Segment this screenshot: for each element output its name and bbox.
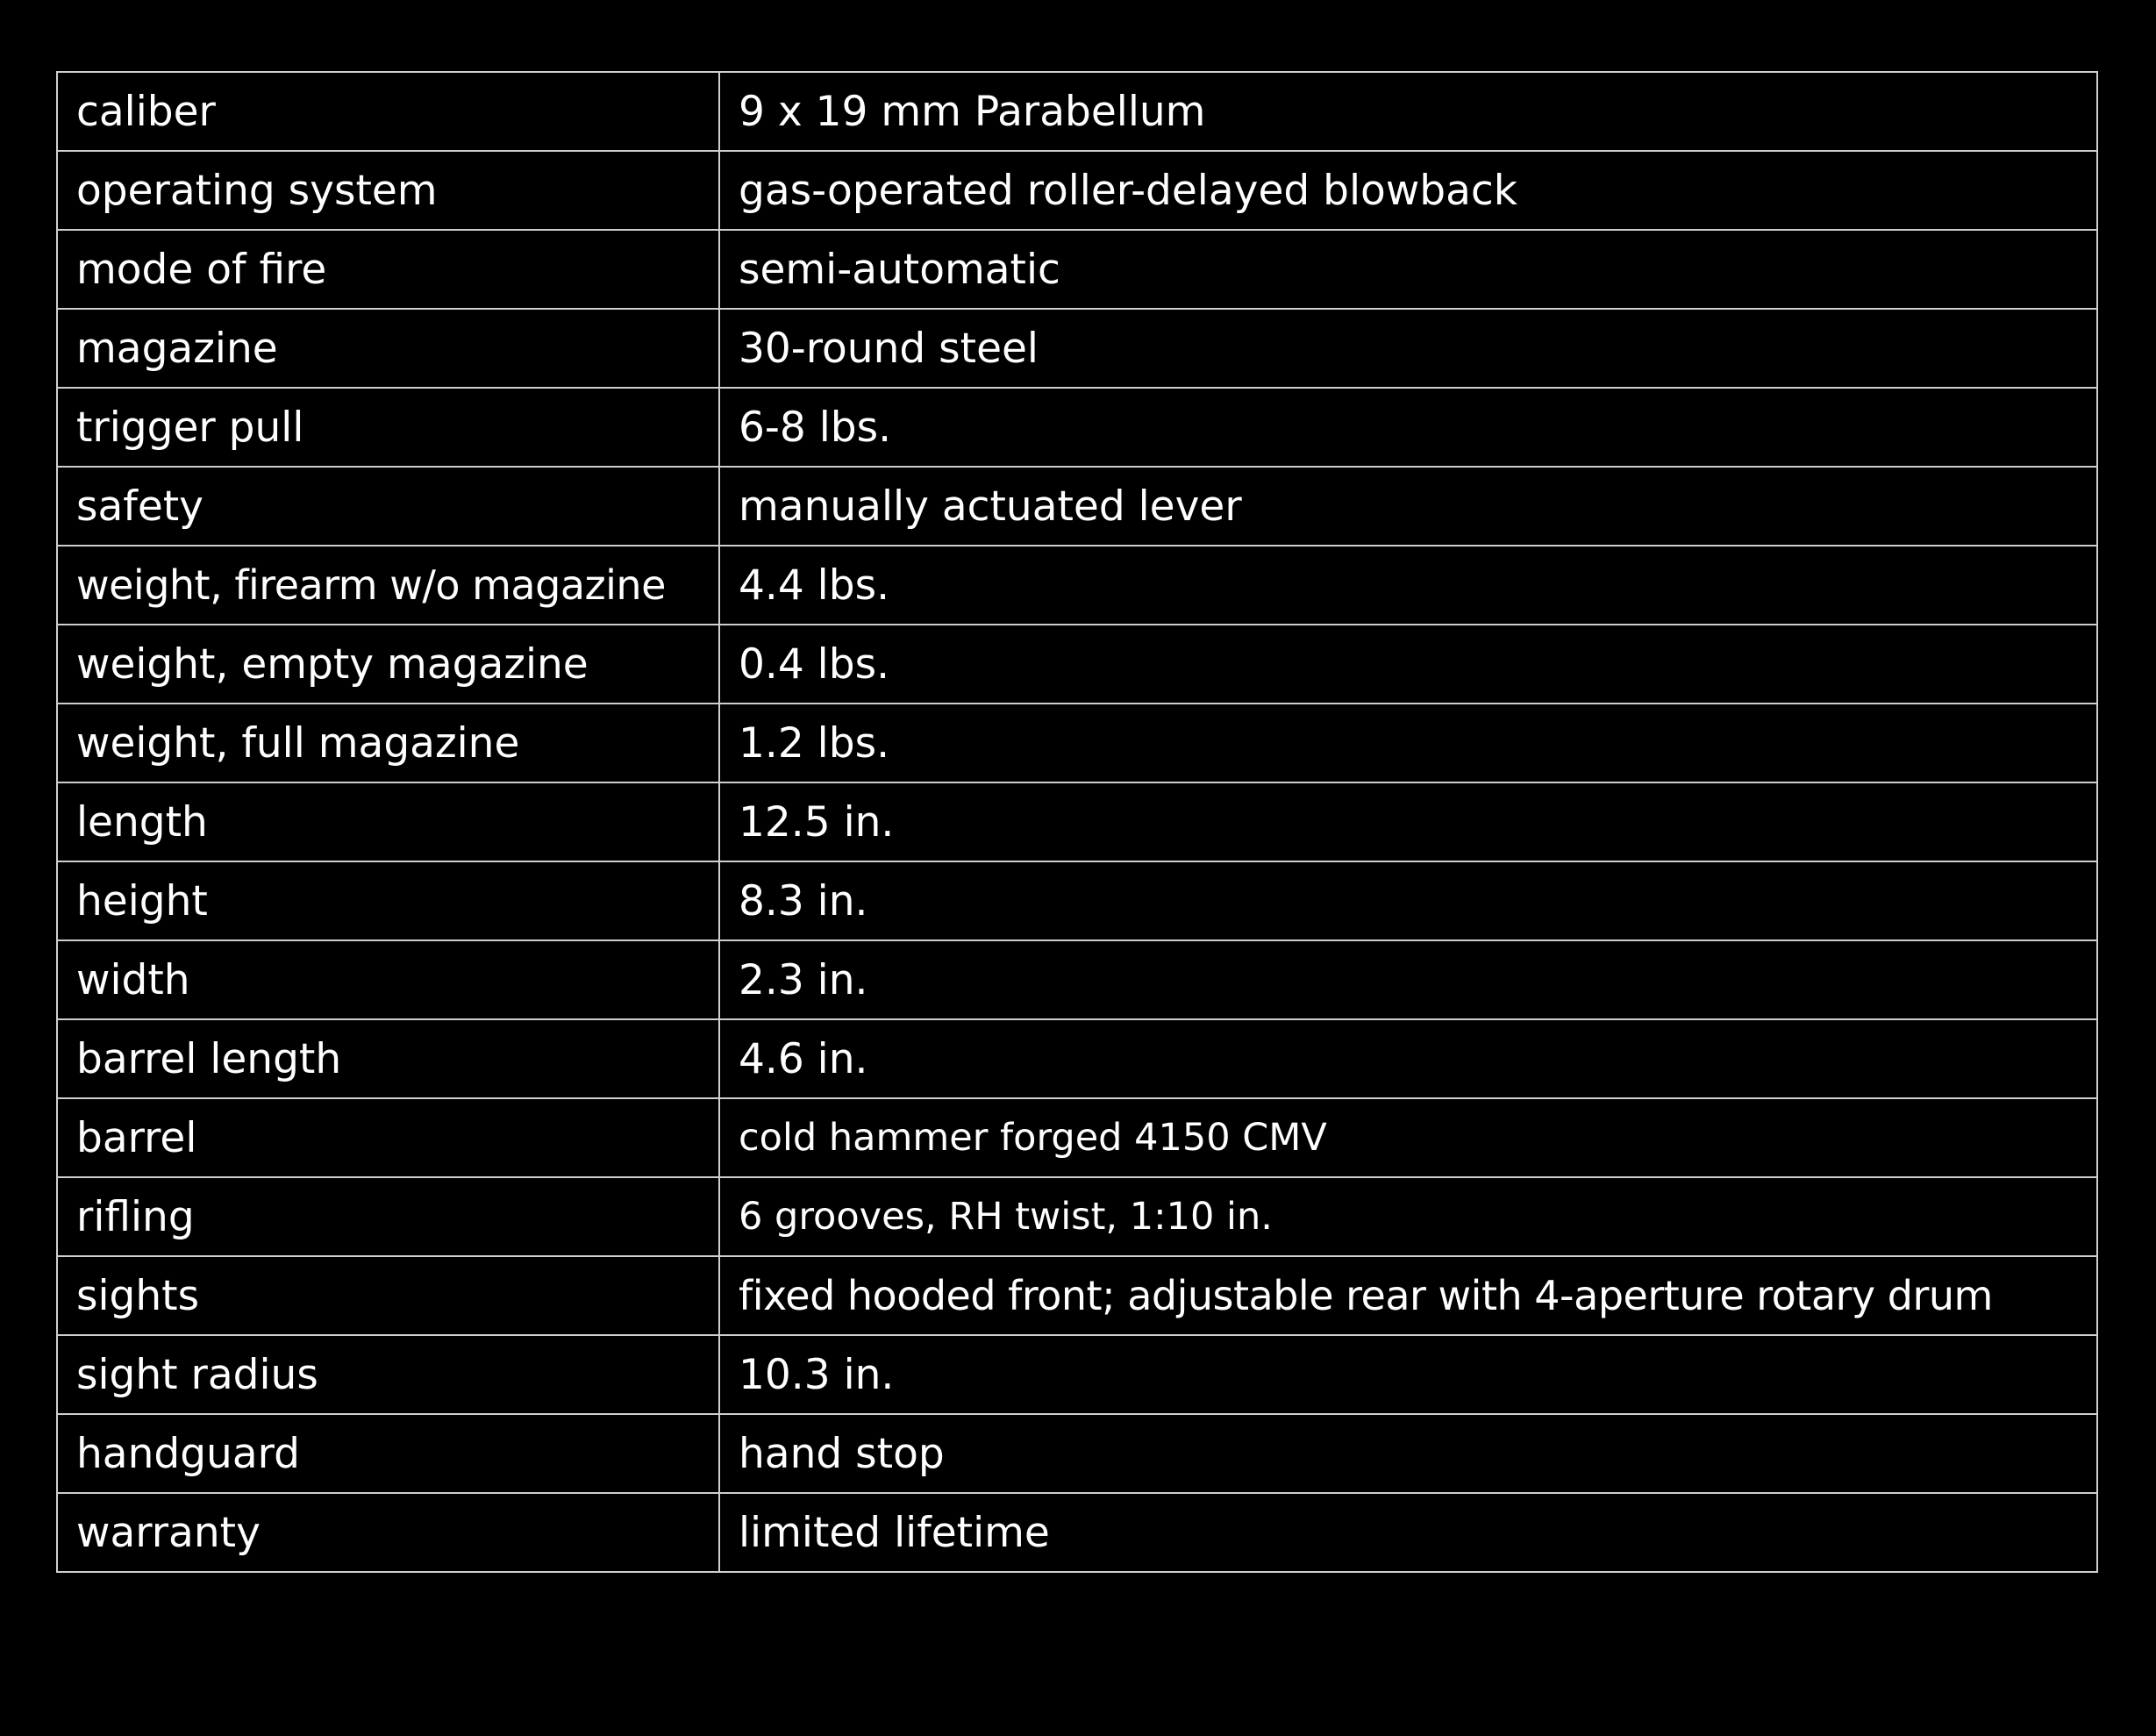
spec-value-weight-full-magazine: 1.2 lbs.	[719, 704, 2097, 782]
spec-value-length: 12.5 in.	[719, 782, 2097, 861]
spec-label-caliber: caliber	[57, 72, 719, 151]
table-row	[57, 388, 2097, 467]
table-row	[57, 704, 2097, 782]
spec-label-safety: safety	[57, 467, 719, 546]
table-row	[57, 309, 2097, 388]
spec-label-operating-system: operating system	[57, 151, 719, 230]
table-row	[57, 782, 2097, 861]
spec-value-barrel-length: 4.6 in.	[719, 1019, 2097, 1098]
spec-value-magazine: 30-round steel	[719, 309, 2097, 388]
spec-value-warranty: limited lifetime	[719, 1493, 2097, 1572]
spec-value-caliber: 9 x 19 mm Parabellum	[719, 72, 2097, 151]
spec-value-height: 8.3 in.	[719, 861, 2097, 940]
spec-value-weight-empty-magazine: 0.4 lbs.	[719, 625, 2097, 704]
spec-value-trigger-pull: 6-8 lbs.	[719, 388, 2097, 467]
spec-label-warranty: warranty	[57, 1493, 719, 1572]
table-row	[57, 1335, 2097, 1414]
spec-value-width: 2.3 in.	[719, 940, 2097, 1019]
spec-value-handguard: hand stop	[719, 1414, 2097, 1493]
table-row	[57, 861, 2097, 940]
table-row	[57, 467, 2097, 546]
table-row	[57, 230, 2097, 309]
table-row	[57, 625, 2097, 704]
spec-value-operating-system: gas-operated roller-delayed blowback	[719, 151, 2097, 230]
table-row	[57, 1098, 2097, 1177]
spec-value-sight-radius: 10.3 in.	[719, 1335, 2097, 1414]
spec-value-safety: manually actuated lever	[719, 467, 2097, 546]
spec-value-sights: fixed hooded front; adjustable rear with 4-aperture rotary drum	[719, 1256, 2097, 1335]
table-row	[57, 1256, 2097, 1335]
table-row	[57, 1177, 2097, 1256]
spec-label-handguard: handguard	[57, 1414, 719, 1493]
table-row	[57, 1493, 2097, 1572]
table-row	[57, 151, 2097, 230]
specifications-table	[56, 71, 2098, 1573]
spec-label-length: length	[57, 782, 719, 861]
spec-label-rifling: rifling	[57, 1177, 719, 1256]
spec-label-weight-firearm: weight, firearm w/o magazine	[57, 546, 719, 625]
table-row	[57, 72, 2097, 151]
spec-value-rifling: 6 grooves, RH twist, 1:10 in.	[719, 1177, 2097, 1256]
spec-label-weight-full-magazine: weight, full magazine	[57, 704, 719, 782]
spec-value-mode-of-fire: semi-automatic	[719, 230, 2097, 309]
spec-label-sight-radius: sight radius	[57, 1335, 719, 1414]
table-row	[57, 1414, 2097, 1493]
spec-label-height: height	[57, 861, 719, 940]
spec-label-weight-empty-magazine: weight, empty magazine	[57, 625, 719, 704]
spec-label-sights: sights	[57, 1256, 719, 1335]
table-row	[57, 546, 2097, 625]
spec-label-barrel: barrel	[57, 1098, 719, 1177]
table-row	[57, 940, 2097, 1019]
spec-label-magazine: magazine	[57, 309, 719, 388]
table-row	[57, 1019, 2097, 1098]
spec-label-barrel-length: barrel length	[57, 1019, 719, 1098]
spec-value-weight-firearm: 4.4 lbs.	[719, 546, 2097, 625]
spec-label-width: width	[57, 940, 719, 1019]
spec-label-trigger-pull: trigger pull	[57, 388, 719, 467]
spec-label-mode-of-fire: mode of fire	[57, 230, 719, 309]
spec-value-barrel: cold hammer forged 4150 CMV	[719, 1098, 2097, 1177]
